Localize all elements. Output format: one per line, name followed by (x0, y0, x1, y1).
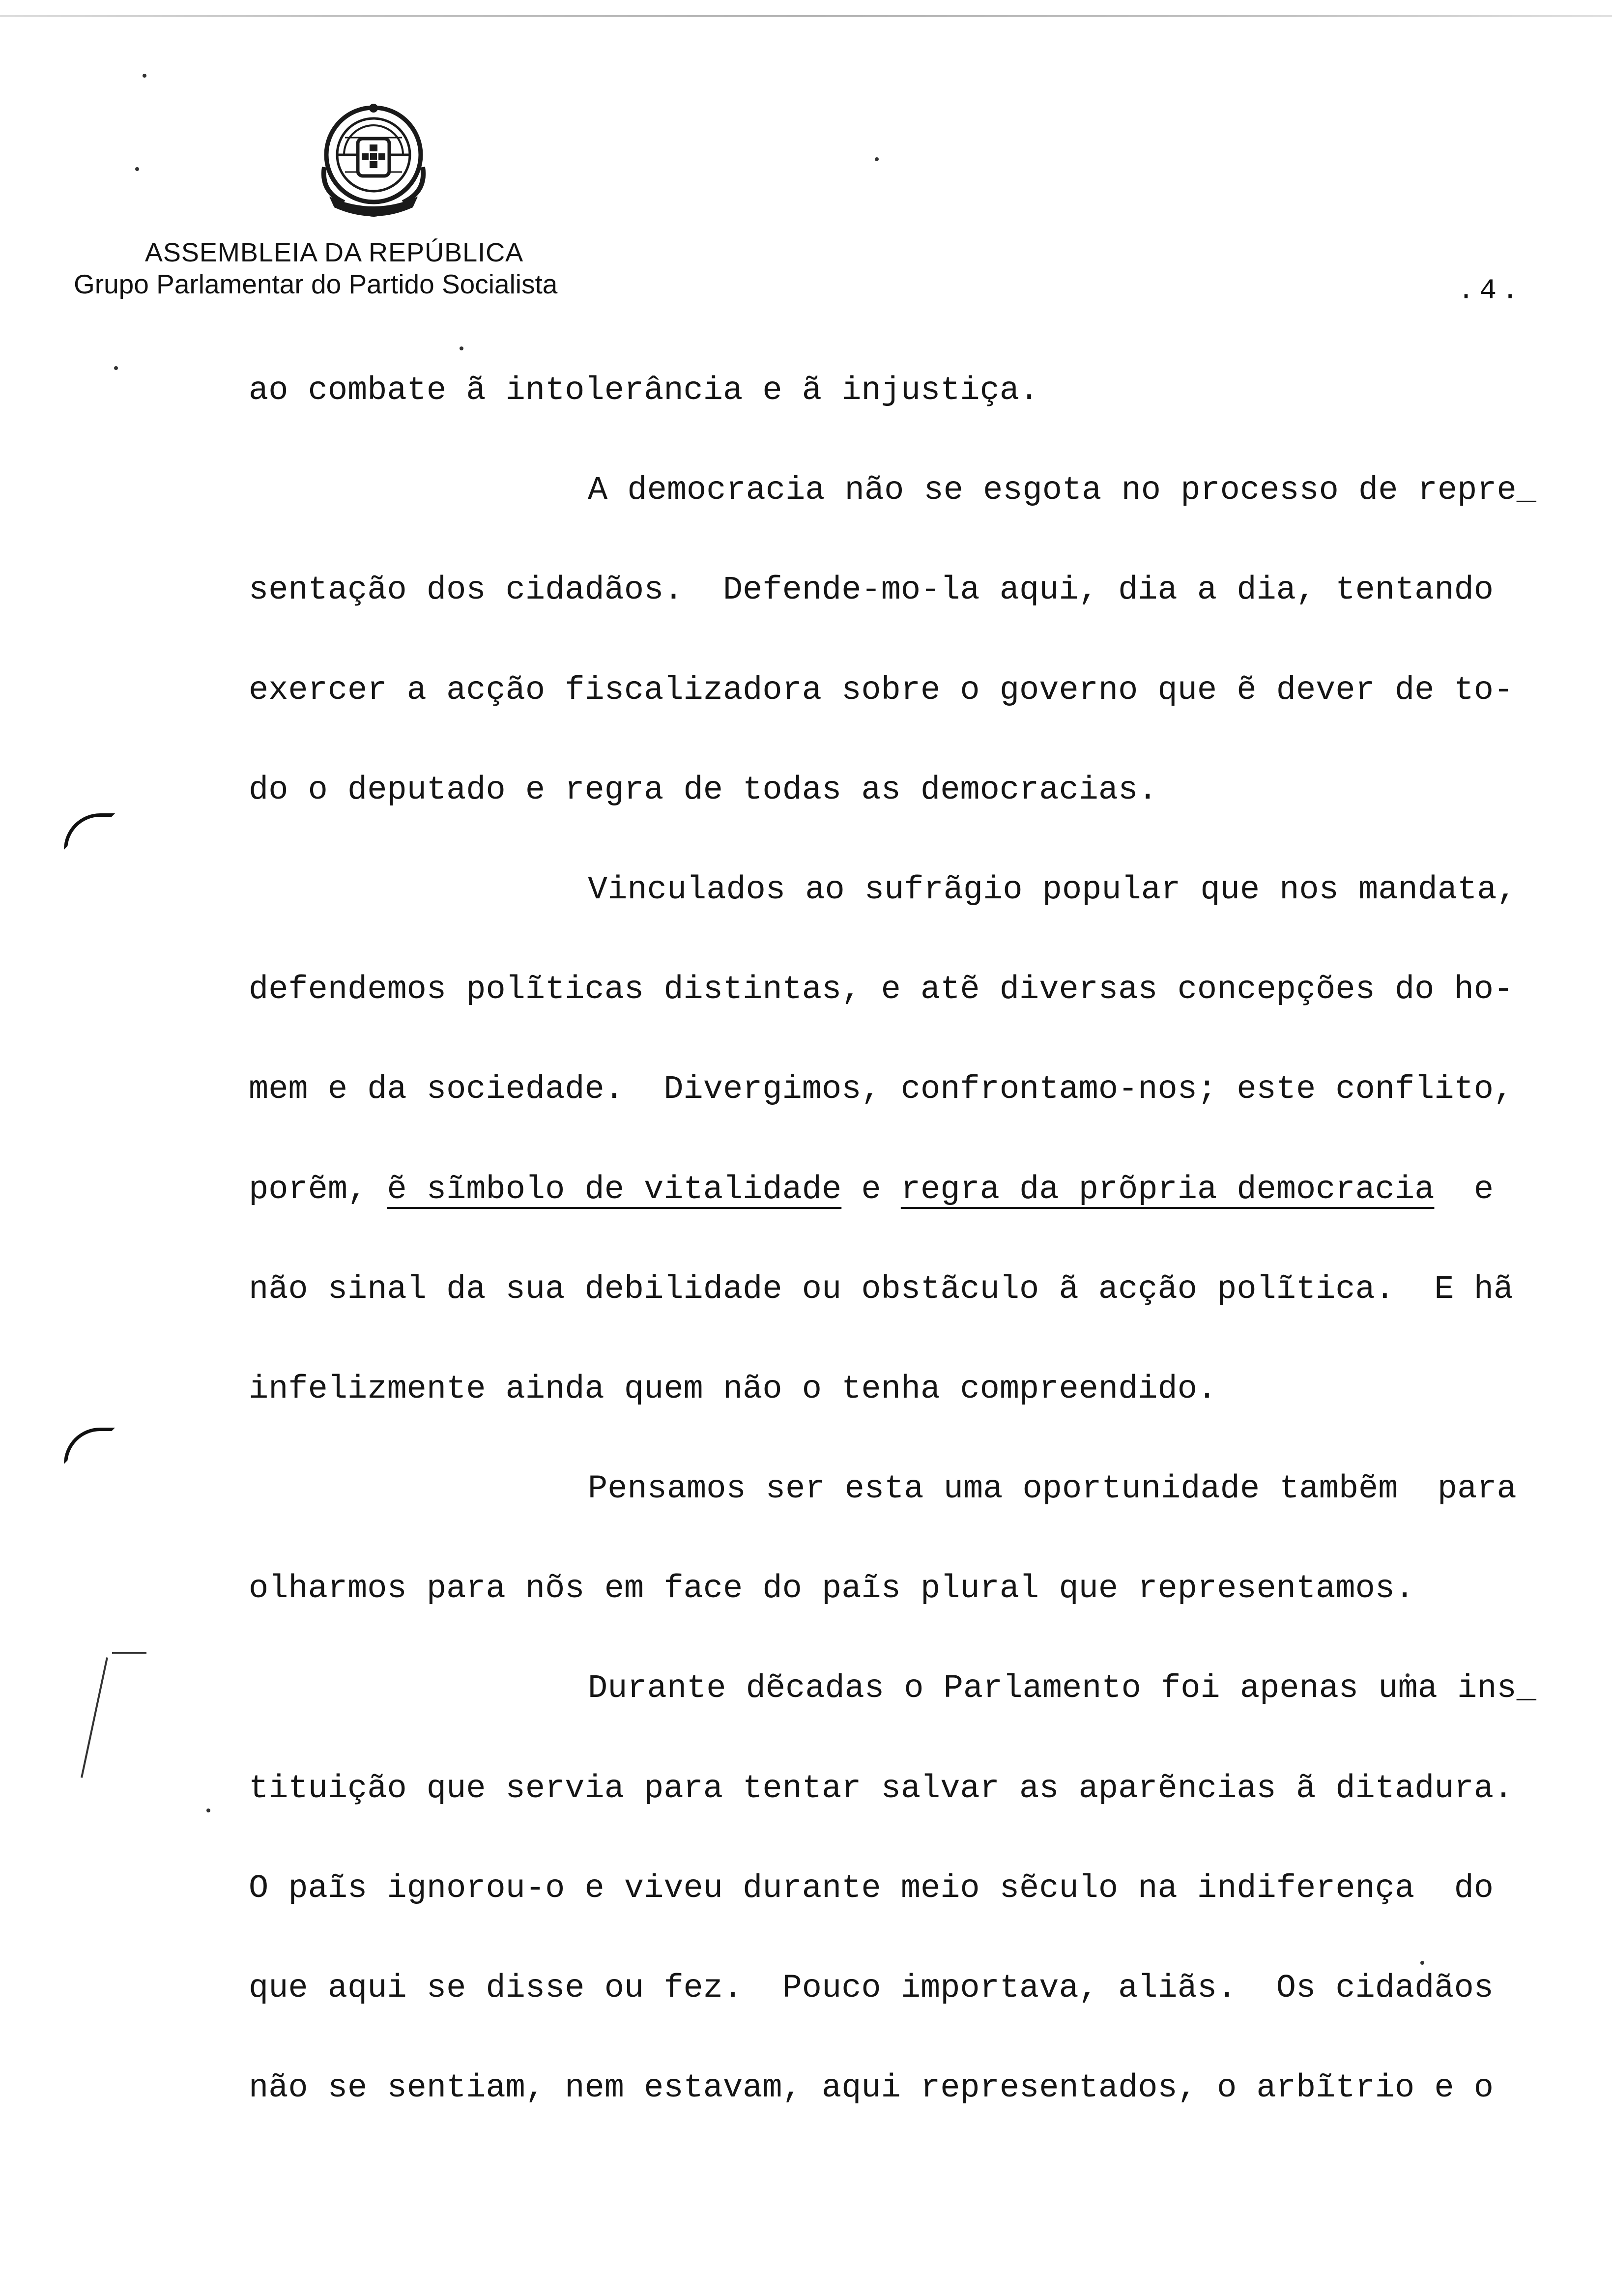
scan-speck (135, 167, 139, 171)
text-line: não se sentiam, nem estavam, aqui representados, o arbĩtrio e o (249, 2069, 1494, 2107)
text-line: não sinal da sua debilidade ou obstãculo ã acção polĩtica. E hã (249, 1270, 1514, 1308)
text-line: exercer a acção fiscalizadora sobre o governo que ẽ dever de to- (249, 671, 1514, 709)
text-line: do o deputado e regra de todas as democracias. (249, 771, 1158, 809)
text-line-underlined (249, 1170, 1526, 1270)
underlined-phrase: regra da prõpria democracia (900, 1171, 1435, 1208)
letterhead (74, 237, 693, 300)
text-line: infelizmente ainda quem não o tenha compreendido. (249, 1370, 1217, 1408)
text-line: mem e da sociedade. Divergimos, confrontamo-nos; este conflito, (249, 1071, 1514, 1109)
text-line: ao combate ã intolerância e ã injustiça. (249, 372, 1039, 409)
text-line: que aqui se disse ou fez. Pouco importava, aliãs. Os cidadãos (249, 1970, 1494, 2007)
margin-dash-mark (112, 1652, 146, 1654)
scan-speck (206, 1808, 210, 1812)
scan-speck (460, 346, 463, 350)
top-edge-rule (0, 15, 1612, 17)
paragraph-start: Pensamos ser esta uma oportunidade tambẽm para (588, 1470, 1517, 1508)
text-line: sentação dos cidadãos. Defende-mo-la aqui, dia a dia, tentando (249, 572, 1494, 609)
letterhead-title: ASSEMBLEIA DA REPÚBLICA (144, 238, 524, 267)
underlined-phrase: ẽ sĩmbolo de vitalidade (387, 1171, 842, 1208)
scan-speck (114, 366, 118, 370)
paragraph-start: Durante dẽcadas o Parlamento foi apenas uma ins_ (588, 1670, 1536, 1708)
text-line: olharmos para nõs em face do paĩs plural que representamos. (249, 1570, 1415, 1608)
paragraph-start: Vinculados ao sufrãgio popular que nos mandata, (588, 871, 1517, 909)
page-number: .4. (1457, 275, 1524, 307)
margin-hole-mark (64, 813, 115, 850)
text-run: porẽm, (249, 1171, 387, 1208)
document-body (249, 371, 1536, 2168)
margin-stroke-mark (81, 1657, 108, 1778)
text-run: e (1434, 1171, 1494, 1208)
coat-of-arms-emblem (310, 93, 437, 226)
text-run: e (841, 1171, 901, 1208)
scan-speck (875, 157, 879, 161)
text-line: tituição que servia para tentar salvar as aparẽncias ã ditadura. (249, 1770, 1514, 1808)
letterhead-subtitle: Grupo Parlamentar do Partido Socialista (74, 269, 558, 299)
scan-speck (143, 74, 146, 78)
text-line: defendemos polĩticas distintas, e atẽ diversas concepções do ho- (249, 971, 1514, 1009)
margin-hole-mark (64, 1428, 115, 1464)
paragraph-start: A democracia não se esgota no processo de repre_ (588, 472, 1536, 510)
text-line: O paĩs ignorou-o e viveu durante meio sẽculo na indiferença do (249, 1869, 1494, 1907)
